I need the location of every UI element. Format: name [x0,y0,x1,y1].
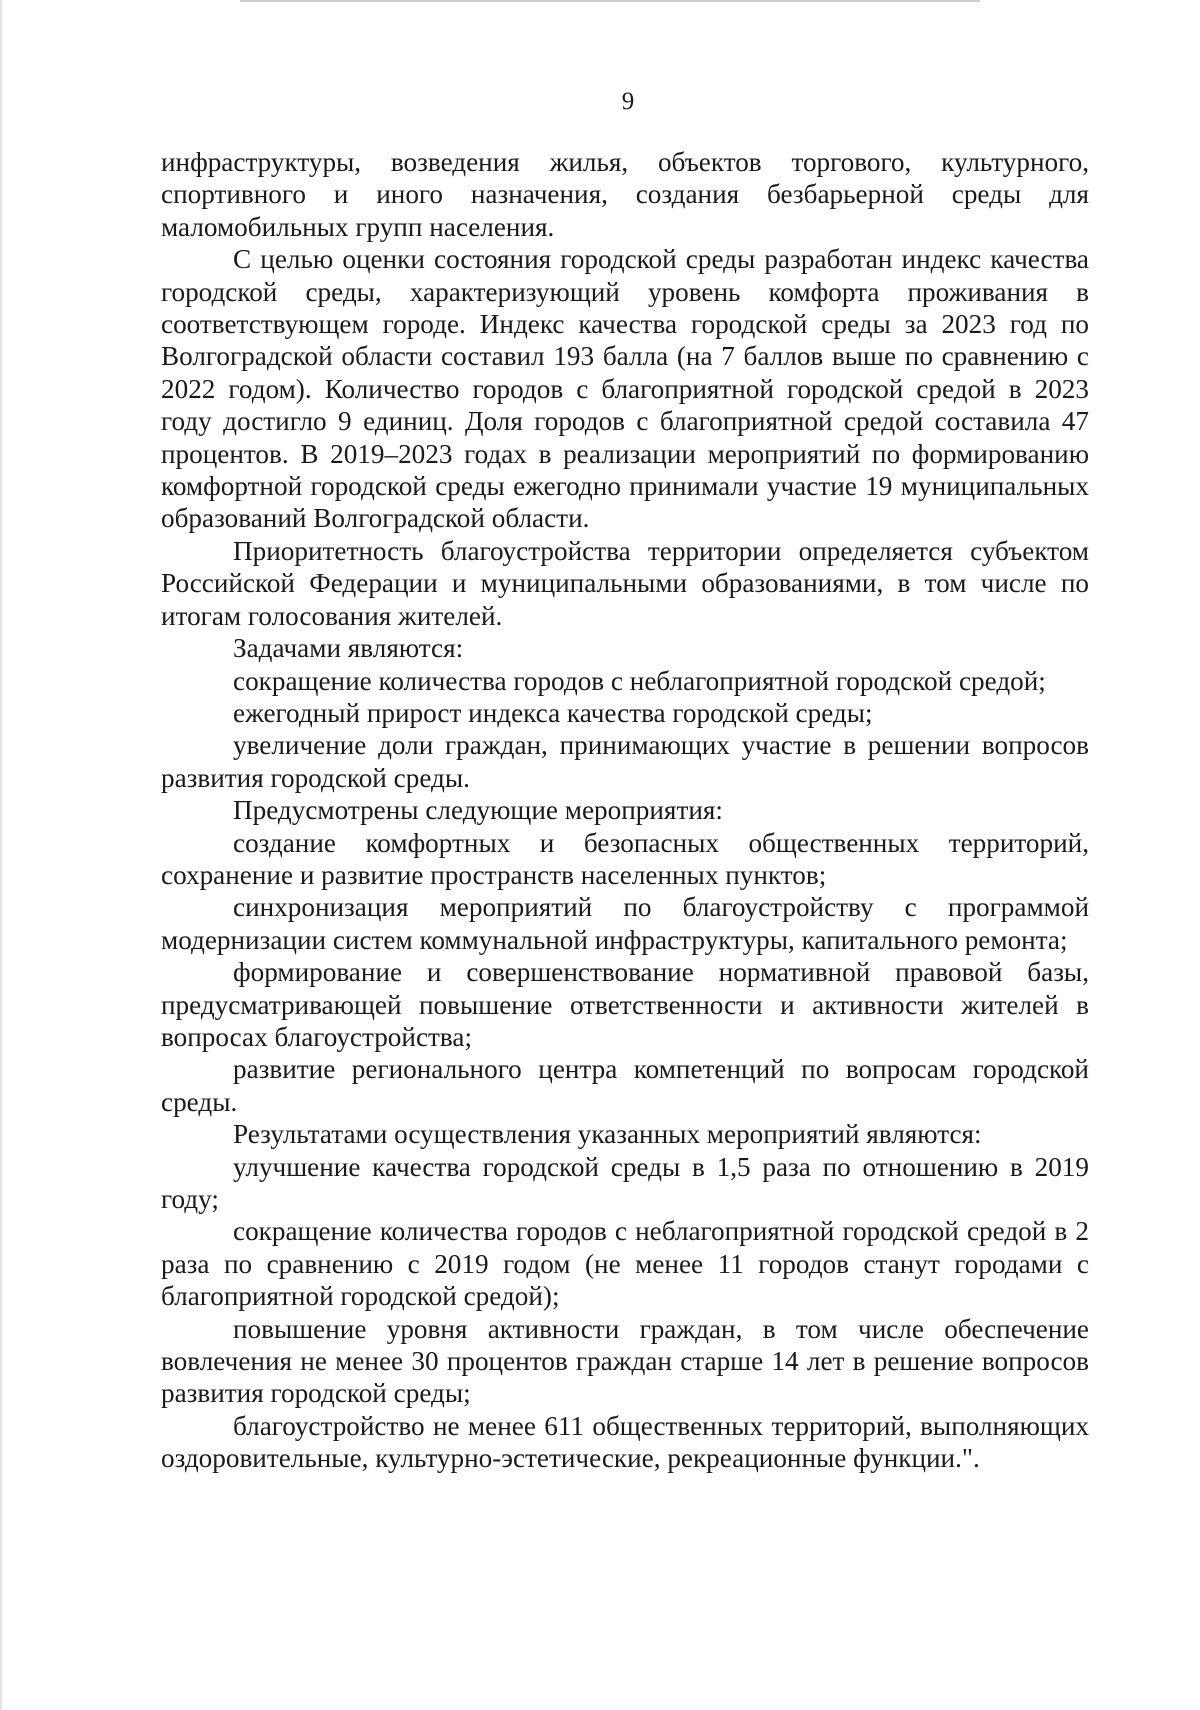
result-item: улучшение качества городской среды в 1,5 раза по отношению в 2019 году; [161,1151,1089,1214]
paragraph-index-description: С целью оценки состояния городской среды разработан индекс качества городской среды, характеризующий уровень комфорта проживания в соответствующем городе. Индекс качества городской среды за 2023 год по Волгоградской области составил 193 балла (на 7 баллов выше по сравнению с 2022 годом). Количество городов с благоприятной городской средой в 2023 году достигло 9 единиц. Доля городов с благоприятной средой составила 47 процентов. В 2019–2023 годах в реализации мероприятий по формированию комфортной городской среды ежегодно принимали участие 19 муниципальных образований Волгоградской области. [161,244,1089,534]
task-item: ежегодный прирост индекса качества городской среды; [233,697,873,728]
measure-item: развитие регионального центра компетенций по вопросам городской среды. [161,1054,1089,1117]
result-item: сокращение количества городов с неблагоприятной городской средой в 2 раза по сравнению с 2019 годом (не менее 11 городов станут городами с благоприятной городской средой); [161,1216,1089,1312]
results-heading: Результатами осуществления указанных мероприятий являются: [233,1119,982,1150]
result-item: благоустройство не менее 611 общественных территорий, выполняющих оздоровительные, культурно-эстетические, рекреационные функции.". [161,1410,1089,1474]
page-number: 9 [621,88,635,115]
document-body [161,146,1089,1475]
measure-item: синхронизация мероприятий по благоустройству с программой модернизации систем коммунальной инфраструктуры, капитального ремонта; [161,892,1089,955]
tasks-heading: Задачами являются: [233,633,464,664]
task-item: сокращение количества городов с неблагоприятной городской средой; [233,665,1046,696]
scan-edge-left [0,0,2,1710]
task-item: увеличение доли граждан, принимающих участие в решении вопросов развития городской среды. [161,730,1089,793]
result-item: повышение уровня активности граждан, в том числе обеспечение вовлечения не менее 30 процентов граждан старше 14 лет в решение вопросов развития городской среды; [161,1313,1089,1409]
paragraph-priority: Приоритетность благоустройства территории определяется субъектом Российской Федерации и муниципальными образованиями, в том числе по итогам голосования жителей. [161,535,1089,631]
measure-item: формирование и совершенствование нормативной правовой базы, предусматривающей повышение ответственности и активности жителей в вопросах благоустройства; [161,957,1089,1052]
measures-heading: Предусмотрены следующие мероприятия: [233,795,723,826]
scan-edge-top [240,0,980,2]
measure-item: создание комфортных и безопасных общественных территорий, сохранение и развитие пространств населенных пунктов; [161,827,1089,890]
paragraph-continuation: инфраструктуры, возведения жилья, объектов торгового, культурного, спортивного и иного назначения, создания безбарьерной среды для маломобильных групп населения. [161,147,1089,242]
